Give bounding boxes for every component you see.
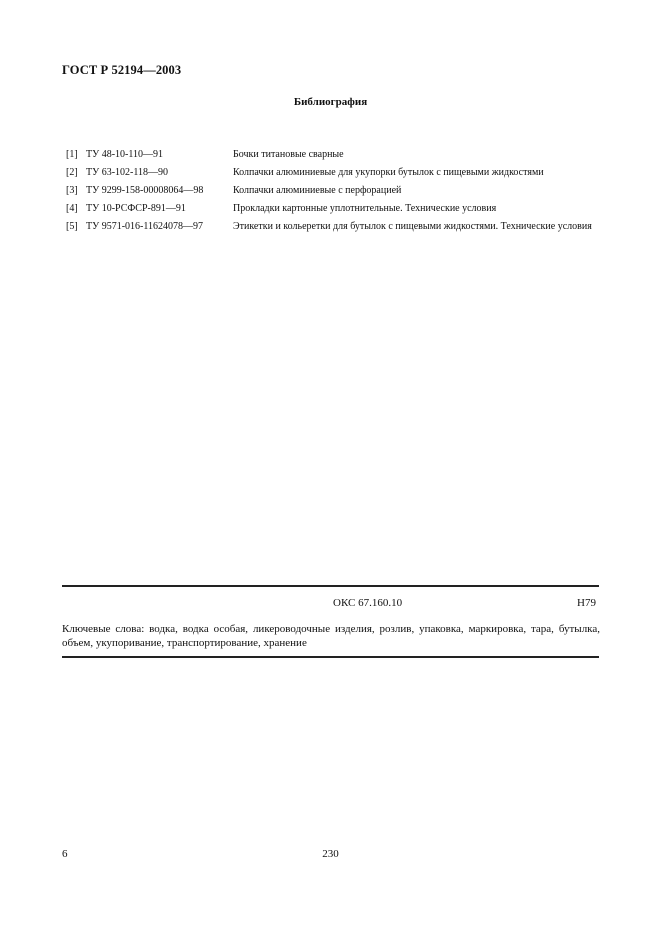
bibliography-item-title: Прокладки картонные уплотнительные. Технические условия: [233, 203, 497, 214]
bibliography-item-title: Этикетки и кольеретки для бутылок с пищевыми жидкостями. Технические условия: [233, 221, 592, 232]
keywords-label: Ключевые слова:: [62, 623, 145, 635]
top-divider: [62, 585, 599, 587]
bibliography-item-code: ТУ 48-10-110—91: [86, 149, 163, 160]
sheet-number: 230: [322, 848, 339, 860]
bibliography-item-title: Колпачки алюминиевые с перфорацией: [233, 185, 402, 196]
oks-code: ОКС 67.160.10: [333, 597, 403, 609]
bottom-divider: [62, 656, 599, 658]
bibliography-item-code: ТУ 10-РСФСР-891—91: [86, 203, 186, 214]
keywords-text: водка, водка особая, ликероводочные изделия, розлив, упаковка, маркировка, тара, бутылка, объем, укупоривание, транспортирование, хранение: [62, 623, 600, 649]
bibliography-list: [66, 149, 606, 239]
category-code: Н79: [577, 597, 596, 609]
bibliography-item-number: [1]: [66, 149, 78, 160]
bibliography-item-code: ТУ 63-102-118—90: [86, 167, 168, 178]
standard-code: ГОСТ Р 52194—2003: [62, 63, 182, 77]
bibliography-item: [66, 221, 606, 233]
bibliography-item: [66, 203, 606, 215]
bibliography-item-title: Колпачки алюминиевые для укупорки бутылок с пищевыми жидкостями: [233, 167, 544, 178]
bibliography-item: [66, 167, 606, 179]
bibliography-title: Библиография: [293, 96, 368, 108]
bibliography-item-number: [4]: [66, 203, 78, 214]
keywords-block: [62, 622, 600, 650]
bibliography-item-number: [3]: [66, 185, 78, 196]
bibliography-item-title: Бочки титановые сварные: [233, 149, 344, 160]
bibliography-item-number: [5]: [66, 221, 78, 232]
bibliography-item-number: [2]: [66, 167, 78, 178]
bibliography-item: [66, 149, 606, 161]
bibliography-item-code: ТУ 9571-016-11624078—97: [86, 221, 203, 232]
bibliography-item-code: ТУ 9299-158-00008064—98: [86, 185, 204, 196]
bibliography-item: [66, 185, 606, 197]
page-number: 6: [62, 848, 68, 860]
